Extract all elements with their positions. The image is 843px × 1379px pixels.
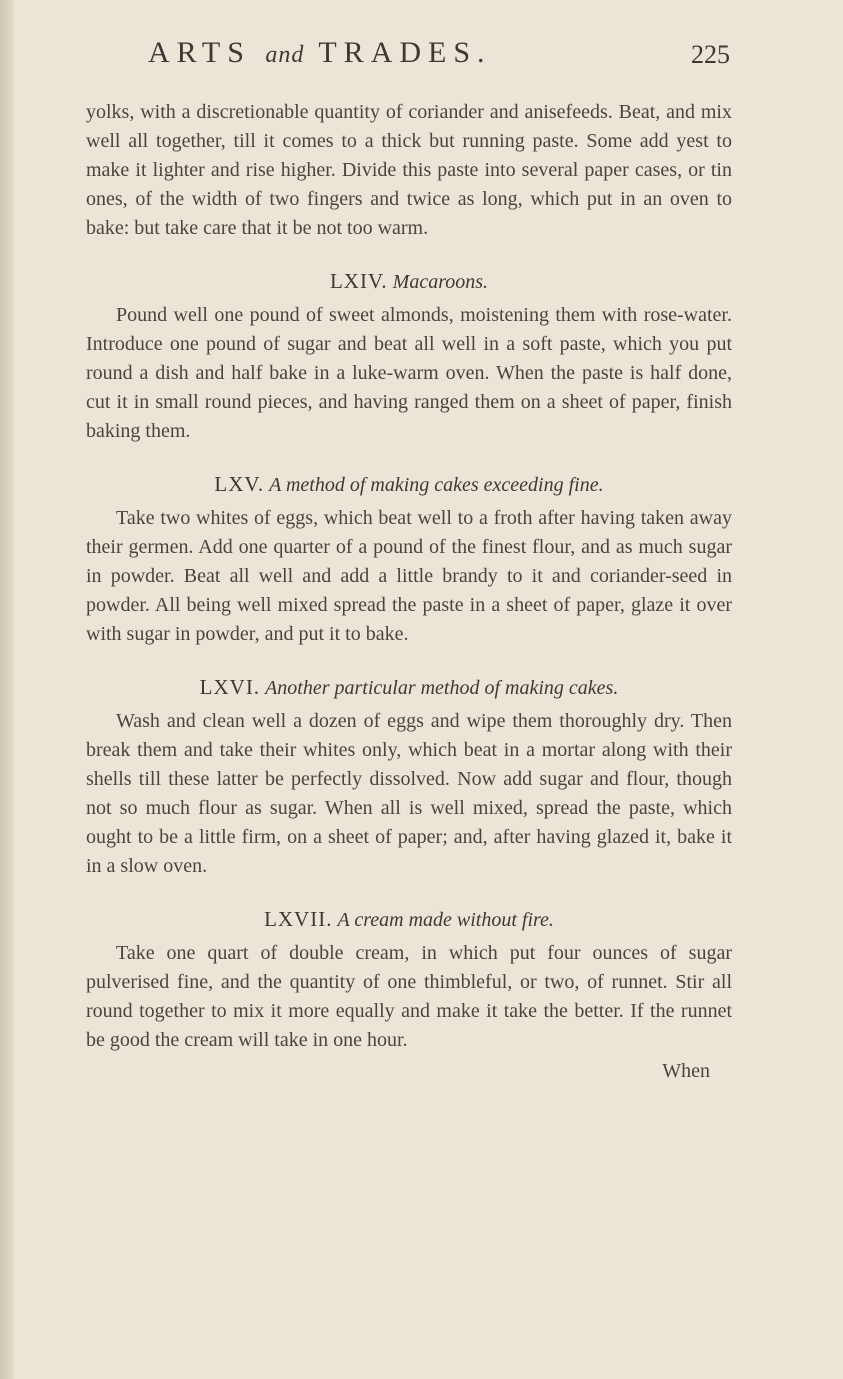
continuation-paragraph: yolks, with a discretionable quantity of coriander and anisefeeds. Beat, and mix well all together, till it comes to a thick but running paste. Some add yest to make it lighter and rise higher. Divide this paste into several paper cases, or tin ones, of the width of two fingers and twice as long, which put in an oven to bake: but take care that it be not too warm.: [86, 101, 732, 239]
section-title: Macaroons.: [392, 271, 489, 293]
section-heading-lxiv: [86, 267, 732, 297]
page-gutter: [0, 0, 14, 1379]
page-body: [86, 98, 732, 1086]
running-title-and: and: [265, 42, 305, 68]
section-title: A cream made without fire.: [337, 909, 554, 931]
page-number: 225: [691, 40, 730, 69]
section-paragraph-lxv: Take two whites of eggs, which beat well to a froth after having taken away their germen. Add one quarter of a pound of the finest flour, and as much sugar in powder. Beat all well and add a little brandy to it and coriander-seed in powder. All being well mixed spread the paste in a sheet of paper, glaze it over with sugar in powder, and put it to bake.: [86, 507, 732, 645]
section-title: A method of making cakes exceeding fine.: [269, 474, 604, 496]
section-heading-lxvii: [86, 905, 732, 935]
section-heading-lxvi: [86, 673, 732, 703]
section-title: Another particular method of making cakes.: [265, 677, 619, 699]
running-title-part1: ARTS: [148, 36, 251, 69]
running-title: [148, 36, 492, 70]
section-number: LXVI.: [199, 675, 261, 699]
section-paragraph-lxvii: Take one quart of double cream, in which put four ounces of sugar pulverised fine, and the quantity of one thimbleful, or two, of runnet. Stir all round together to mix it more equally and make it take the better. If the runnet be good the cream will take in one hour.: [86, 942, 732, 1051]
section-number: LXV.: [214, 472, 265, 496]
section-paragraph-lxvi: Wash and clean well a dozen of eggs and wipe them thoroughly dry. Then break them and take their whites only, which beat in a mortar along with their shells till these latter be perfectly dissolved. Now add sugar and flour, though not so much flour as sugar. When all is well mixed, spread the paste, which ought to be a little firm, on a sheet of paper; and, after having glazed it, bake it in a slow oven.: [86, 710, 732, 877]
section-number: LXIV.: [329, 269, 388, 293]
page-header: [148, 36, 738, 76]
running-title-part2: TRADES.: [318, 36, 492, 69]
section-heading-lxv: [86, 470, 732, 500]
section-number: LXVII.: [264, 907, 333, 931]
section-paragraph-lxiv: Pound well one pound of sweet almonds, moistening them with rose-water. Introduce one pound of sugar and beat all well in a soft paste, which you put round a dish and half bake in a luke-warm oven. When the paste is half done, cut it in small round pieces, and having ranged them on a sheet of paper, finish baking them.: [86, 304, 732, 442]
catchword: When: [662, 1060, 710, 1082]
